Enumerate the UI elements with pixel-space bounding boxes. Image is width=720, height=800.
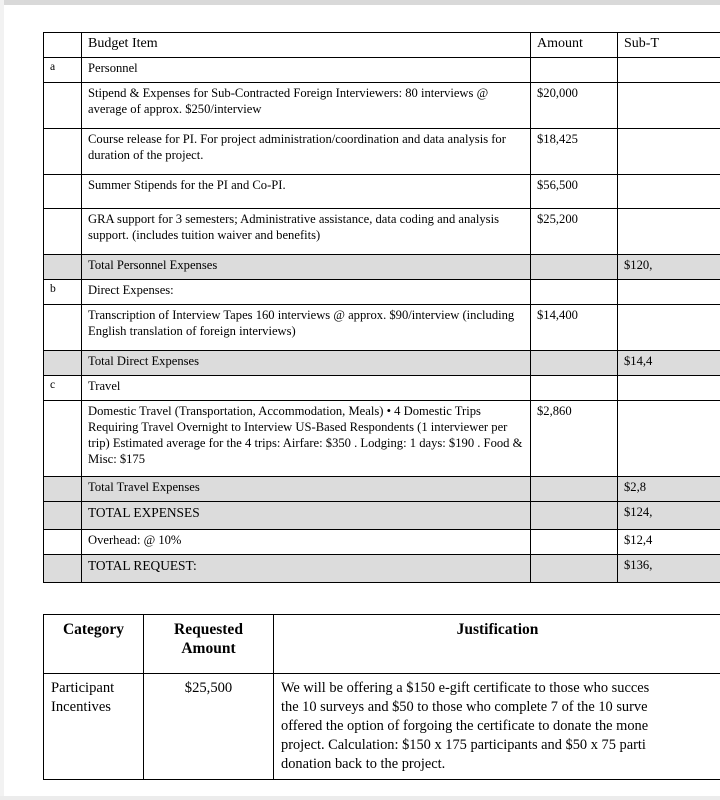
row-subtotal — [618, 57, 720, 82]
header-budget-item: Budget Item — [82, 33, 531, 58]
row-letter-cell — [44, 476, 82, 501]
row-budget-item: TOTAL REQUEST: — [82, 554, 531, 582]
row-subtotal: $12,4 — [618, 529, 720, 554]
header-letter-cell — [44, 33, 82, 58]
budget-table-header — [44, 33, 720, 58]
row-budget-item: Stipend & Expenses for Sub-Contracted Foreign Interviewers: 80 interviews @ average of approx. $250/interview — [82, 82, 531, 128]
row-subtotal — [618, 375, 720, 400]
row-letter-cell — [44, 304, 82, 350]
justification-category — [44, 674, 144, 780]
table-row — [44, 501, 720, 529]
table-row — [44, 674, 720, 780]
row-amount — [531, 554, 618, 582]
row-letter-cell — [44, 501, 82, 529]
table-row — [44, 400, 720, 476]
row-amount — [531, 476, 618, 501]
row-budget-item: Summer Stipends for the PI and Co-PI. — [82, 174, 531, 208]
table-row — [44, 128, 720, 174]
header-requested-amount — [144, 615, 274, 674]
row-amount: $20,000 — [531, 82, 618, 128]
table-row — [44, 174, 720, 208]
row-amount — [531, 501, 618, 529]
row-subtotal — [618, 174, 720, 208]
row-amount: $2,860 — [531, 400, 618, 476]
justification-text-line: We will be offering a $150 e-gift certificate to those who succes — [281, 680, 650, 696]
table-row — [44, 208, 720, 254]
row-subtotal — [618, 128, 720, 174]
row-letter-cell — [44, 174, 82, 208]
header-amount: Amount — [531, 33, 618, 58]
row-subtotal — [618, 208, 720, 254]
row-amount — [531, 279, 618, 304]
justification-text-line: the 10 surveys and $50 to those who complete 7 of the 10 surve — [281, 699, 648, 716]
row-letter-cell: a — [44, 57, 82, 82]
row-amount: $14,400 — [531, 304, 618, 350]
justification-table-container — [43, 614, 720, 780]
row-amount — [531, 350, 618, 375]
budget-table — [43, 32, 720, 583]
row-amount: $18,425 — [531, 128, 618, 174]
row-budget-item: Total Travel Expenses — [82, 476, 531, 501]
header-justification: Justification — [274, 615, 720, 674]
table-header-row — [44, 33, 720, 58]
row-amount — [531, 254, 618, 279]
justification-text-line: project. Calculation: $150 x 175 participants and $50 x 75 parti — [281, 737, 646, 754]
row-budget-item: Travel — [82, 375, 531, 400]
justification-text-line: offered the option of forgoing the certificate to donate the mone — [281, 718, 649, 735]
row-subtotal: $136, — [618, 554, 720, 582]
table-row — [44, 476, 720, 501]
header-subtotal: Sub-T — [618, 33, 720, 58]
row-subtotal: $120, — [618, 254, 720, 279]
page-edge-left — [0, 0, 4, 800]
table-row — [44, 279, 720, 304]
row-budget-item: Personnel — [82, 57, 531, 82]
row-subtotal: $2,8 — [618, 476, 720, 501]
row-letter-cell — [44, 554, 82, 582]
table-row — [44, 554, 720, 582]
table-row — [44, 529, 720, 554]
row-budget-item: Overhead: @ 10% — [82, 529, 531, 554]
row-subtotal — [618, 82, 720, 128]
page-edge-top — [0, 0, 720, 5]
budget-table-body — [44, 57, 720, 582]
row-amount: $56,500 — [531, 174, 618, 208]
row-budget-item: GRA support for 3 semesters; Administrative assistance, data coding and analysis support. (includes tuition waiver and benefits) — [82, 208, 531, 254]
table-row — [44, 57, 720, 82]
justification-table-body — [44, 674, 720, 780]
row-subtotal: $124, — [618, 501, 720, 529]
row-budget-item: Domestic Travel (Transportation, Accommodation, Meals) • 4 Domestic Trips Requiring Travel Overnight to Interview US-Based Respondents (1 interviewer per trip) Estimated average for the 4 trips: Airfare: $350 . Lodging: 1 days: $190 . Food & Misc: $175 — [82, 400, 531, 476]
row-letter-cell — [44, 529, 82, 554]
row-budget-item: Transcription of Interview Tapes 160 interviews @ approx. $90/interview (including English translation of foreign interviews) — [82, 304, 531, 350]
table-row — [44, 254, 720, 279]
justification-text — [274, 674, 720, 780]
row-subtotal — [618, 400, 720, 476]
page-edge-bottom — [0, 796, 720, 800]
row-amount — [531, 375, 618, 400]
budget-table-container — [43, 32, 720, 583]
row-letter-cell — [44, 82, 82, 128]
row-amount — [531, 529, 618, 554]
header-requested-amount-line2: Amount — [181, 640, 236, 658]
justification-category-line: Incentives — [51, 698, 111, 715]
header-requested-amount-line1: Requested — [174, 621, 243, 638]
justification-table — [43, 614, 720, 780]
row-budget-item: Direct Expenses: — [82, 279, 531, 304]
justification-header-row — [44, 615, 720, 674]
row-amount — [531, 57, 618, 82]
row-letter-cell — [44, 128, 82, 174]
justification-requested-amount: $25,500 — [144, 674, 274, 780]
row-subtotal: $14,4 — [618, 350, 720, 375]
table-row — [44, 82, 720, 128]
row-letter-cell — [44, 350, 82, 375]
table-row — [44, 375, 720, 400]
row-budget-item: Total Personnel Expenses — [82, 254, 531, 279]
row-letter-cell: b — [44, 279, 82, 304]
row-amount: $25,200 — [531, 208, 618, 254]
row-budget-item: TOTAL EXPENSES — [82, 501, 531, 529]
row-letter-cell: c — [44, 375, 82, 400]
row-subtotal — [618, 304, 720, 350]
row-letter-cell — [44, 254, 82, 279]
table-row — [44, 304, 720, 350]
row-budget-item: Course release for PI. For project administration/coordination and data analysis for duration of the project. — [82, 128, 531, 174]
table-row — [44, 350, 720, 375]
row-budget-item: Total Direct Expenses — [82, 350, 531, 375]
row-letter-cell — [44, 208, 82, 254]
justification-text-line: donation back to the project. — [281, 756, 446, 773]
row-letter-cell — [44, 400, 82, 476]
header-category: Category — [44, 615, 144, 674]
row-subtotal — [618, 279, 720, 304]
justification-category-line: Participant — [51, 680, 115, 696]
